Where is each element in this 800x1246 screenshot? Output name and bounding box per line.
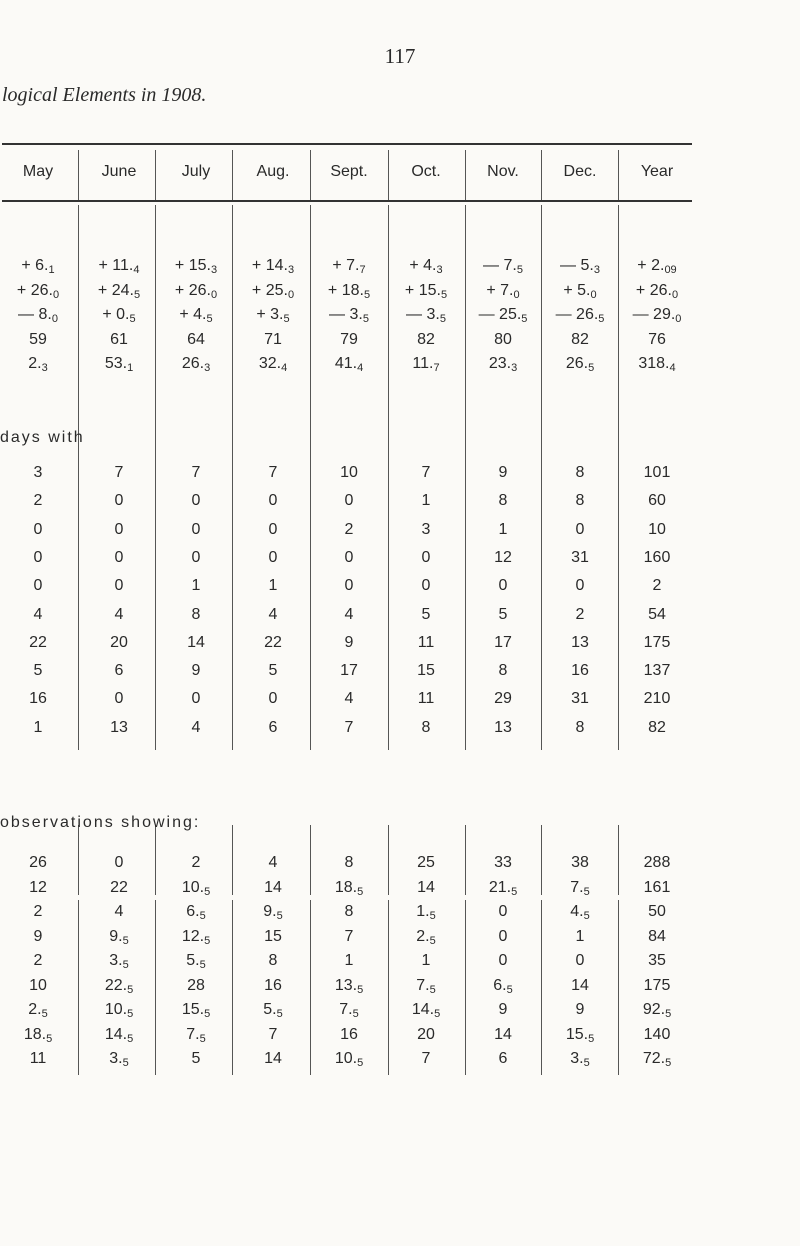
table-cell: 2 bbox=[33, 492, 43, 510]
table-cell: 5 bbox=[33, 662, 43, 680]
table-cell: $13._5$ bbox=[334, 976, 364, 996]
column-header: Sept. bbox=[330, 163, 368, 180]
table-cell: — $25._5$ bbox=[478, 306, 528, 325]
table-cell: 82 bbox=[417, 330, 435, 348]
table-cell: 160 bbox=[643, 548, 671, 566]
table-cell: + $3._5$ bbox=[256, 306, 290, 325]
table-cell: 288 bbox=[643, 854, 671, 871]
table-cell: 4 bbox=[33, 605, 43, 623]
table-cell: $26._5$ bbox=[565, 355, 595, 374]
table-cell: $1._5$ bbox=[416, 903, 436, 922]
table-cell: 9 bbox=[498, 464, 508, 481]
table-cell: — $7._5$ bbox=[483, 257, 523, 276]
table-cell: 2 bbox=[344, 520, 354, 538]
table-cell: 7 bbox=[344, 927, 354, 945]
table-cell: 8 bbox=[575, 718, 585, 736]
table-cell: 7 bbox=[114, 464, 124, 481]
table-cell: 1 bbox=[575, 927, 585, 945]
table-cell: 16 bbox=[264, 976, 282, 994]
table-cell: 1 bbox=[421, 492, 431, 510]
table-cell: 2 bbox=[191, 854, 201, 871]
table-cell: 1 bbox=[191, 577, 201, 595]
table-cell: 0 bbox=[114, 690, 124, 708]
table-cell: 15 bbox=[264, 927, 282, 945]
column-divider bbox=[78, 205, 79, 750]
table-cell: $15._5$ bbox=[565, 1025, 595, 1045]
table-cell: 25 bbox=[417, 854, 435, 871]
table-cell: 1 bbox=[498, 520, 508, 538]
table-cell: 5 bbox=[498, 605, 508, 623]
table-cell: + $6._1$ bbox=[21, 257, 55, 276]
table-cell: 6 bbox=[268, 718, 278, 736]
table-cell: 0 bbox=[575, 520, 585, 538]
table-cell: 140 bbox=[643, 1025, 671, 1043]
table-cell: 17 bbox=[494, 633, 512, 651]
table-cell: 0 bbox=[421, 548, 431, 566]
table-cell: — $3._5$ bbox=[406, 306, 446, 325]
table-cell: $14._5$ bbox=[104, 1025, 134, 1045]
table-cell: + $14._3$ bbox=[251, 257, 295, 276]
table-cell: + $15._5$ bbox=[404, 281, 448, 301]
table-cell: 79 bbox=[340, 330, 358, 348]
table-cell: 1 bbox=[344, 952, 354, 969]
table-cell: $2._5$ bbox=[28, 1001, 48, 1020]
table-cell: 16 bbox=[571, 662, 589, 680]
column-header: Nov. bbox=[487, 163, 519, 180]
table-cell: $3._5$ bbox=[570, 1050, 590, 1069]
table-cell: 0 bbox=[114, 520, 124, 538]
table-cell: 64 bbox=[187, 330, 205, 348]
table-cell: 7 bbox=[191, 464, 201, 481]
table-cell: 14 bbox=[187, 633, 205, 651]
table-cell: $6._5$ bbox=[186, 903, 206, 922]
table-cell: $2._5$ bbox=[416, 927, 436, 947]
column-header: Dec. bbox=[563, 163, 597, 180]
table-cell: $41._4$ bbox=[334, 355, 364, 374]
table-cell: 4 bbox=[114, 903, 124, 920]
table-cell: 11 bbox=[417, 690, 435, 708]
table-cell: 7 bbox=[268, 1025, 278, 1043]
table-cell: 5 bbox=[421, 605, 431, 623]
table-cell: 0 bbox=[114, 577, 124, 595]
table-cell: 0 bbox=[344, 548, 354, 566]
table-cell: $7._5$ bbox=[186, 1025, 206, 1045]
table-cell: $6._5$ bbox=[493, 976, 513, 996]
table-cell: 76 bbox=[648, 330, 666, 348]
table-cell: 4 bbox=[268, 854, 278, 871]
table-cell: 161 bbox=[643, 878, 671, 896]
table-cell: 22 bbox=[29, 633, 47, 651]
table-cell: 54 bbox=[648, 605, 666, 623]
table-cell: 71 bbox=[264, 330, 282, 348]
table-cell: 0 bbox=[344, 577, 354, 595]
table-cell: 35 bbox=[648, 952, 666, 969]
table-cell: 20 bbox=[110, 633, 128, 651]
table-cell: $72._5$ bbox=[642, 1050, 672, 1069]
table-cell: 6 bbox=[498, 1050, 508, 1067]
table-cell: 8 bbox=[344, 903, 354, 920]
table-cell: 80 bbox=[494, 330, 512, 348]
table-cell: 16 bbox=[340, 1025, 358, 1043]
table-cell: 14 bbox=[571, 976, 589, 994]
table-cell: 210 bbox=[643, 690, 671, 708]
table-cell: 7 bbox=[421, 464, 431, 481]
table-cell: 0 bbox=[268, 520, 278, 538]
table-cell: 2 bbox=[33, 903, 43, 920]
table-cell: $318._4$ bbox=[638, 355, 676, 374]
header-bottom-rule bbox=[2, 200, 692, 202]
table-cell: 61 bbox=[110, 330, 128, 348]
table-cell: 3 bbox=[421, 520, 431, 538]
table-cell: 0 bbox=[575, 577, 585, 595]
table-cell: — $26._5$ bbox=[555, 306, 605, 325]
table-cell: $92._5$ bbox=[642, 1001, 672, 1020]
table-cell: 0 bbox=[498, 927, 508, 945]
table-cell: + $4._3$ bbox=[409, 257, 443, 276]
table-cell: 0 bbox=[191, 690, 201, 708]
table-cell: 0 bbox=[268, 548, 278, 566]
table-cell: 8 bbox=[575, 492, 585, 510]
table-cell: $5._5$ bbox=[263, 1001, 283, 1020]
table-cell: 8 bbox=[498, 492, 508, 510]
table-cell: 33 bbox=[494, 854, 512, 871]
table-cell: + $5._0$ bbox=[563, 281, 597, 301]
table-cell: $3._5$ bbox=[109, 1050, 129, 1069]
table-cell: $21._5$ bbox=[488, 878, 518, 898]
table-cell: 7 bbox=[344, 718, 354, 736]
table-cell: $26._3$ bbox=[181, 355, 211, 374]
table-cell: 9 bbox=[498, 1001, 508, 1018]
table-cell: 10 bbox=[340, 464, 358, 481]
column-divider bbox=[78, 150, 79, 200]
section-label-days: days with bbox=[0, 429, 85, 446]
table-cell: — $3._5$ bbox=[329, 306, 369, 325]
table-cell: $5._5$ bbox=[186, 952, 206, 971]
column-header: July bbox=[181, 163, 211, 180]
table-cell: 14 bbox=[264, 878, 282, 896]
table-cell: $10._5$ bbox=[334, 1050, 364, 1069]
table-cell: $53._1$ bbox=[104, 355, 134, 374]
table-cell: 50 bbox=[648, 903, 666, 920]
table-cell: + $2._{09}$ bbox=[637, 257, 677, 276]
table-cell: + $26._0$ bbox=[16, 281, 60, 301]
table-cell: + $7._0$ bbox=[486, 281, 520, 301]
table-cell: 9 bbox=[33, 927, 43, 945]
table-cell: $23._3$ bbox=[488, 355, 518, 374]
table-cell: 22 bbox=[264, 633, 282, 651]
table-cell: + $11._4$ bbox=[98, 257, 140, 276]
table-cell: 0 bbox=[421, 577, 431, 595]
column-header: Aug. bbox=[256, 163, 290, 180]
table-cell: 101 bbox=[643, 464, 671, 481]
table-cell: $15._5$ bbox=[181, 1001, 211, 1020]
table-cell: — $29._0$ bbox=[632, 306, 682, 325]
table-cell: 84 bbox=[648, 927, 666, 945]
table-cell: $14._5$ bbox=[411, 1001, 441, 1020]
table-cell: 26 bbox=[29, 854, 47, 871]
table-cell: 12 bbox=[29, 878, 47, 896]
table-cell: 59 bbox=[29, 330, 47, 348]
table-cell: 14 bbox=[264, 1050, 282, 1067]
table-cell: 20 bbox=[417, 1025, 435, 1043]
table-cell: 0 bbox=[498, 577, 508, 595]
table-cell: 11 bbox=[29, 1050, 47, 1067]
column-divider bbox=[78, 825, 79, 895]
page-heading: logical Elements in 1908. bbox=[2, 84, 207, 106]
section-label-observations: observations showing: bbox=[0, 814, 201, 831]
table-cell: $18._5$ bbox=[23, 1025, 53, 1045]
table-cell: $7._5$ bbox=[570, 878, 590, 898]
column-divider bbox=[78, 900, 79, 1050]
table-cell: 137 bbox=[643, 662, 671, 680]
table-cell: 3 bbox=[33, 464, 43, 481]
table-cell: + $26._0$ bbox=[174, 281, 218, 301]
table-cell: 31 bbox=[571, 548, 589, 566]
table-cell: $32._4$ bbox=[258, 355, 288, 374]
column-header: Year bbox=[640, 163, 674, 180]
table-cell: 0 bbox=[498, 903, 508, 920]
page-number: 117 bbox=[384, 44, 416, 68]
table-cell: 0 bbox=[33, 548, 43, 566]
table-cell: 10 bbox=[29, 976, 47, 994]
column-header: Oct. bbox=[411, 163, 441, 180]
table-cell: 29 bbox=[494, 690, 512, 708]
table-cell: 8 bbox=[191, 605, 201, 623]
table-cell: 8 bbox=[344, 854, 354, 871]
table-cell: 14 bbox=[494, 1025, 512, 1043]
table-cell: — $5._3$ bbox=[560, 257, 600, 276]
table-cell: $2._3$ bbox=[28, 355, 48, 374]
table-cell: 7 bbox=[268, 464, 278, 481]
table-cell: $18._5$ bbox=[334, 878, 364, 898]
table-cell: + $25._0$ bbox=[251, 281, 295, 301]
table-cell: 0 bbox=[191, 492, 201, 510]
table-cell: 4 bbox=[344, 690, 354, 708]
table-cell: 5 bbox=[191, 1050, 201, 1067]
table-cell: 0 bbox=[575, 952, 585, 969]
table-cell: $12._5$ bbox=[181, 927, 211, 947]
table-cell: 175 bbox=[643, 633, 671, 651]
table-cell: 60 bbox=[648, 492, 666, 510]
table-cell: 175 bbox=[643, 976, 671, 994]
table-cell: + $26._0$ bbox=[635, 281, 679, 301]
table-cell: 10 bbox=[648, 520, 666, 538]
table-cell: 13 bbox=[110, 718, 128, 736]
table-cell: 13 bbox=[571, 633, 589, 651]
table-cell: 28 bbox=[187, 976, 205, 994]
table-cell: 6 bbox=[114, 662, 124, 680]
table-cell: 1 bbox=[421, 952, 431, 969]
table-cell: 16 bbox=[29, 690, 47, 708]
table-cell: 9 bbox=[575, 1001, 585, 1018]
table-cell: 0 bbox=[114, 492, 124, 510]
table-cell: 5 bbox=[268, 662, 278, 680]
table-cell: + $7._7$ bbox=[332, 257, 366, 276]
table-cell: $22._5$ bbox=[104, 976, 134, 996]
table-cell: $3._5$ bbox=[109, 952, 129, 971]
table-cell: + $24._5$ bbox=[97, 281, 141, 301]
table-cell: 82 bbox=[648, 718, 666, 736]
table-cell: 14 bbox=[417, 878, 435, 896]
table-cell: 4 bbox=[114, 605, 124, 623]
table-cell: 8 bbox=[268, 952, 278, 969]
table-cell: 0 bbox=[498, 952, 508, 969]
column-header: May bbox=[22, 163, 54, 180]
table-cell: 8 bbox=[498, 662, 508, 680]
table-cell: 0 bbox=[268, 492, 278, 510]
table-cell: 4 bbox=[344, 605, 354, 623]
table-cell: 0 bbox=[33, 520, 43, 538]
table-cell: $7._5$ bbox=[416, 976, 436, 996]
table-cell: + $4._5$ bbox=[179, 306, 213, 325]
table-cell: 8 bbox=[575, 464, 585, 481]
column-divider bbox=[78, 1045, 79, 1075]
table-cell: 0 bbox=[191, 520, 201, 538]
table-cell: 15 bbox=[417, 662, 435, 680]
table-cell: 0 bbox=[191, 548, 201, 566]
table-cell: $10._5$ bbox=[181, 878, 211, 898]
table-cell: 38 bbox=[571, 854, 589, 871]
table-cell: $9._5$ bbox=[263, 903, 283, 922]
column-header: June bbox=[101, 163, 137, 180]
table-cell: + $15._3$ bbox=[174, 257, 218, 276]
table-cell: 4 bbox=[191, 718, 201, 736]
table-cell: 0 bbox=[344, 492, 354, 510]
table-cell: $10._5$ bbox=[104, 1001, 134, 1020]
table-cell: 9 bbox=[191, 662, 201, 680]
table-cell: 17 bbox=[340, 662, 358, 680]
table-cell: $9._5$ bbox=[109, 927, 129, 947]
table-cell: 2 bbox=[652, 577, 662, 595]
table-cell: 8 bbox=[421, 718, 431, 736]
table-cell: $4._5$ bbox=[570, 903, 590, 922]
table-cell: + $0._5$ bbox=[102, 306, 136, 325]
table-cell: 11 bbox=[417, 633, 435, 651]
top-rule bbox=[2, 143, 692, 145]
table-cell: — $8._0$ bbox=[18, 306, 58, 325]
table-cell: 4 bbox=[268, 605, 278, 623]
table-cell: $11._7$ bbox=[412, 355, 440, 374]
table-cell: 1 bbox=[33, 718, 43, 736]
table-cell: 0 bbox=[114, 548, 124, 566]
table-cell: 0 bbox=[268, 690, 278, 708]
table-cell: $7._5$ bbox=[339, 1001, 359, 1020]
table-cell: 9 bbox=[344, 633, 354, 651]
table-cell: 7 bbox=[421, 1050, 431, 1067]
table-cell: 31 bbox=[571, 690, 589, 708]
table-cell: 0 bbox=[114, 854, 124, 871]
table-cell: 2 bbox=[33, 952, 43, 969]
table-cell: 2 bbox=[575, 605, 585, 623]
table-cell: 22 bbox=[110, 878, 128, 896]
table-cell: 12 bbox=[494, 548, 512, 566]
table-cell: 82 bbox=[571, 330, 589, 348]
table-cell: 1 bbox=[268, 577, 278, 595]
table-cell: 13 bbox=[494, 718, 512, 736]
table-cell: + $18._5$ bbox=[327, 281, 371, 301]
table-cell: 0 bbox=[33, 577, 43, 595]
